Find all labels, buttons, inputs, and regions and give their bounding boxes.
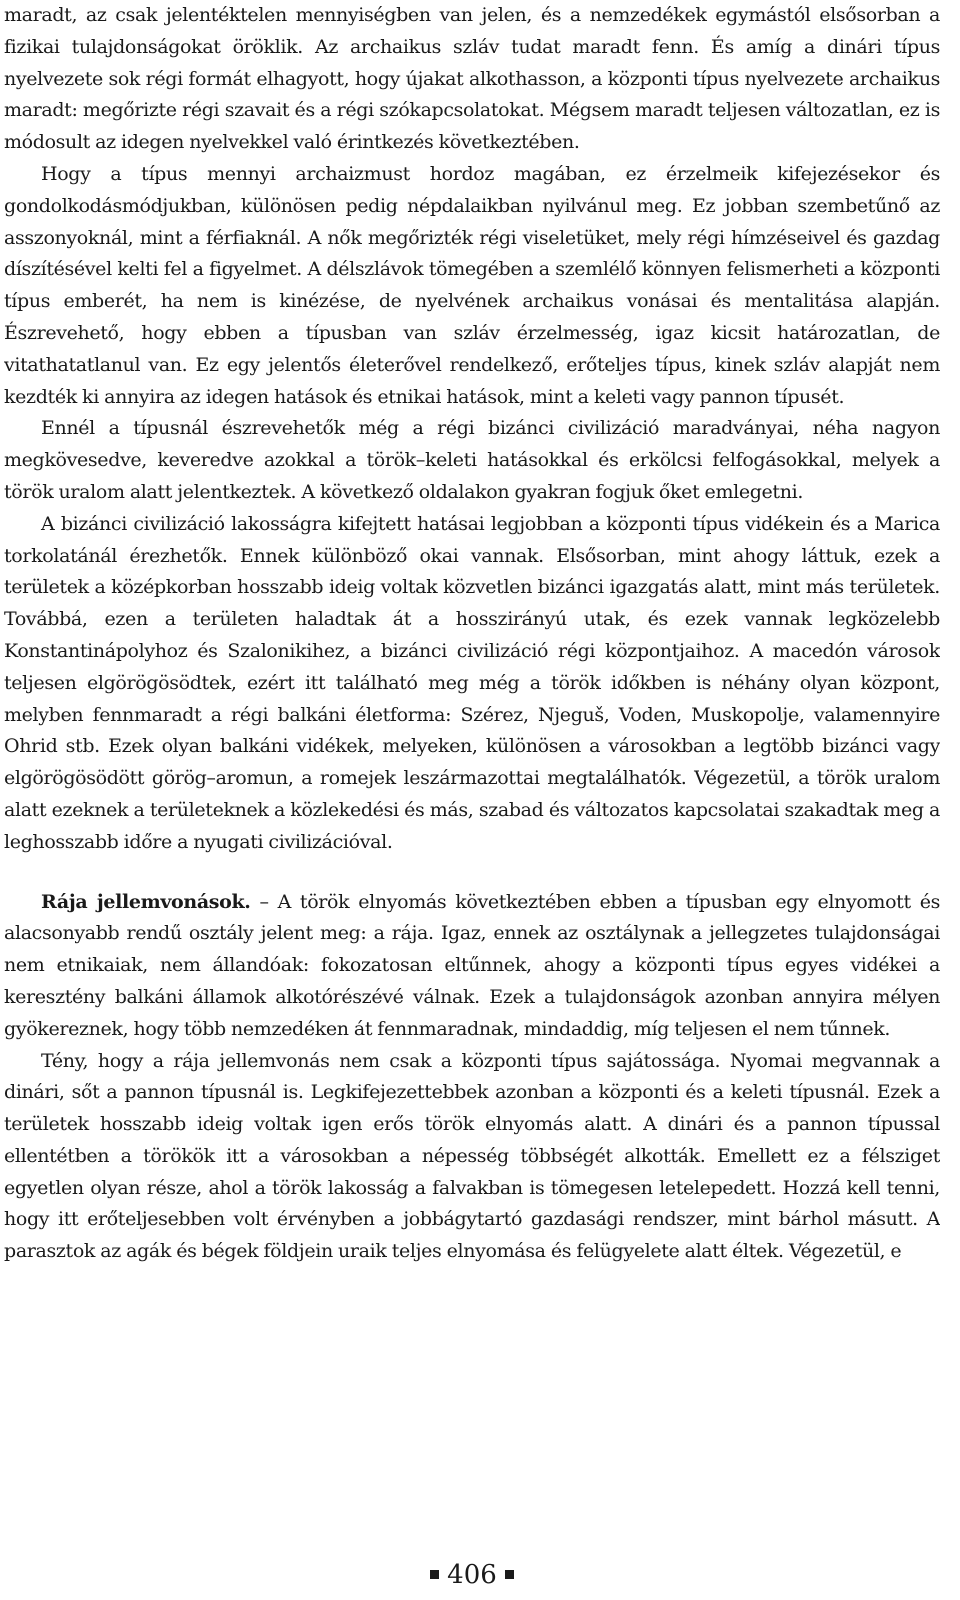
section-text: – A török elnyomás következtében ebben a típusban egy elnyomott és alacsonyabb rendű osztály jelent meg: a rája. Igaz, ennek az osztálynak a jellegzetes tulajdonságai nem etnikaiak, nem állandóak: fokozatosan eltűnnek, ahogy a központi típus egyes vidékei a keresztény balkáni államok alkotórészévé válnak. Ezek a tulajdonságok azonban annyira mélyen gyökereznek, hogy több nemzedéken át fennmaradnak, mindaddig, míg teljesen el nem tűnnek.: [4, 890, 940, 1040]
square-bullet-icon: [430, 1570, 439, 1579]
paragraph-1: maradt, az csak jelentéktelen mennyiségben van jelen, és a nemzedékek egymástól elsősorban a fizikai tulajdonságokat öröklik. Az archaikus szláv tudat maradt fenn. És amíg a dinári típus nyelvezete sok régi formát elhagyott, hogy újakat alkothasson, a központi típus nyelvezete archaikus maradt: megőrizte régi szavait és a régi szókapcsolatokat. Mégsem maradt teljesen változatlan, ez is módosult az idegen nyelvekkel való érintkezés következtében.: [4, 4, 940, 154]
body-text: [4, 0, 940, 1268]
page-number: 406: [447, 1560, 497, 1590]
section-heading: Rája jellemvonások.: [41, 890, 251, 913]
paragraph-6: Tény, hogy a rája jellemvonás nem csak a központi típus sajátossága. Nyomai megvannak a dinári, sőt a pannon típusnál is. Legkifejezettebbek azonban a központi és a keleti típusnál. Ezek a területek hosszabb ideig voltak igen erős török elnyomás alatt. A dinári és a pannon típussal ellentétben a törökök itt a városokban a népesség többségét alkották. Emellett ez a félsziget egyetlen olyan része, ahol a török lakosság a falvakban is tömegesen letelepedett. Hozzá kell tenni, hogy itt erőteljesebben volt érvényben a jobbágytartó gazdasági rendszer, mint bárhol másutt. A parasztok az agák és bégek földjein uraik teljes elnyomása és felügyelete alatt éltek. Végezetül, e: [4, 1049, 940, 1263]
section-spacer: [4, 859, 940, 887]
square-bullet-icon: [505, 1570, 514, 1579]
paragraph-4: A bizánci civilizáció lakosságra kifejtett hatásai legjobban a központi típus vidékein és a Marica torkolatánál érezhetők. Ennek különböző okai vannak. Elsősorban, mint ahogy láttuk, ezek a területek a középkorban hosszabb ideig voltak közvetlen bizánci igazgatás alatt, mint más területek. Továbbá, ezen a területen haladtak át a hosszirányú utak, és ezek vannak legközelebb Konstantinápolyhoz és Szalonikihez, a bizánci civilizáció régi központjaihoz. A macedón városok teljesen elgörögösödtek, ezért itt található meg még a török időkben is néhány olyan központ, melyben fennmaradt a régi balkáni életforma: Szérez, Njeguš, Voden, Muskopolje, valamennyire Ohrid stb. Ezek olyan balkáni vidékek, melyeken, különösen a városokban a legtöbb bizánci vagy elgörögösödött görög–aromun, a romejek leszármazottai megtalálhatók. Végezetül, a török uralom alatt ezeknek a területeknek a közlekedési és más, szabad és változatos kapcsolatai szakadtak meg a leghosszabb időre a nyugati civilizációval.: [4, 512, 940, 853]
paragraph-2: Hogy a típus mennyi archaizmust hordoz magában, ez érzelmeik kifejezésekor és gondolkodásmódjukban, különösen pedig népdalaikban nyilvánul meg. Ez jobban szembetűnő az asszonyoknál, mint a férfiaknál. A nők megőrizték régi viseletüket, mely régi hímzéseivel és gazdag díszítésével kelti fel a figyelmet. A délszlávok tömegében a szemlélő könnyen felismerheti a központi típus emberét, ha nem is kinézése, de nyelvének archaikus vonásai és mentalitása alapján. Észrevehető, hogy ebben a típusban van szláv érzelmesség, igaz kicsit határozatlan, de vitathatatlanul van. Ez egy jelentős életerővel rendelkező, erőteljes típus, kinek szláv alapját nem kezdték ki annyira az idegen hatások és etnikai hatások, mint a keleti vagy pannon típusét.: [4, 162, 940, 408]
paragraph-3: Ennél a típusnál észrevehetők még a régi bizánci civilizáció maradványai, néha nagyon megkövesedve, keveredve azokkal a török–keleti hatásokkal és erkölcsi felfogásokkal, melyek a török uralom alatt jelentkeztek. A következő oldalakon gyakran fogjuk őket emlegetni.: [4, 417, 940, 503]
section-paragraph: [4, 887, 940, 1046]
document-page: [4, 0, 940, 1600]
page-number-footer: [4, 1558, 940, 1592]
